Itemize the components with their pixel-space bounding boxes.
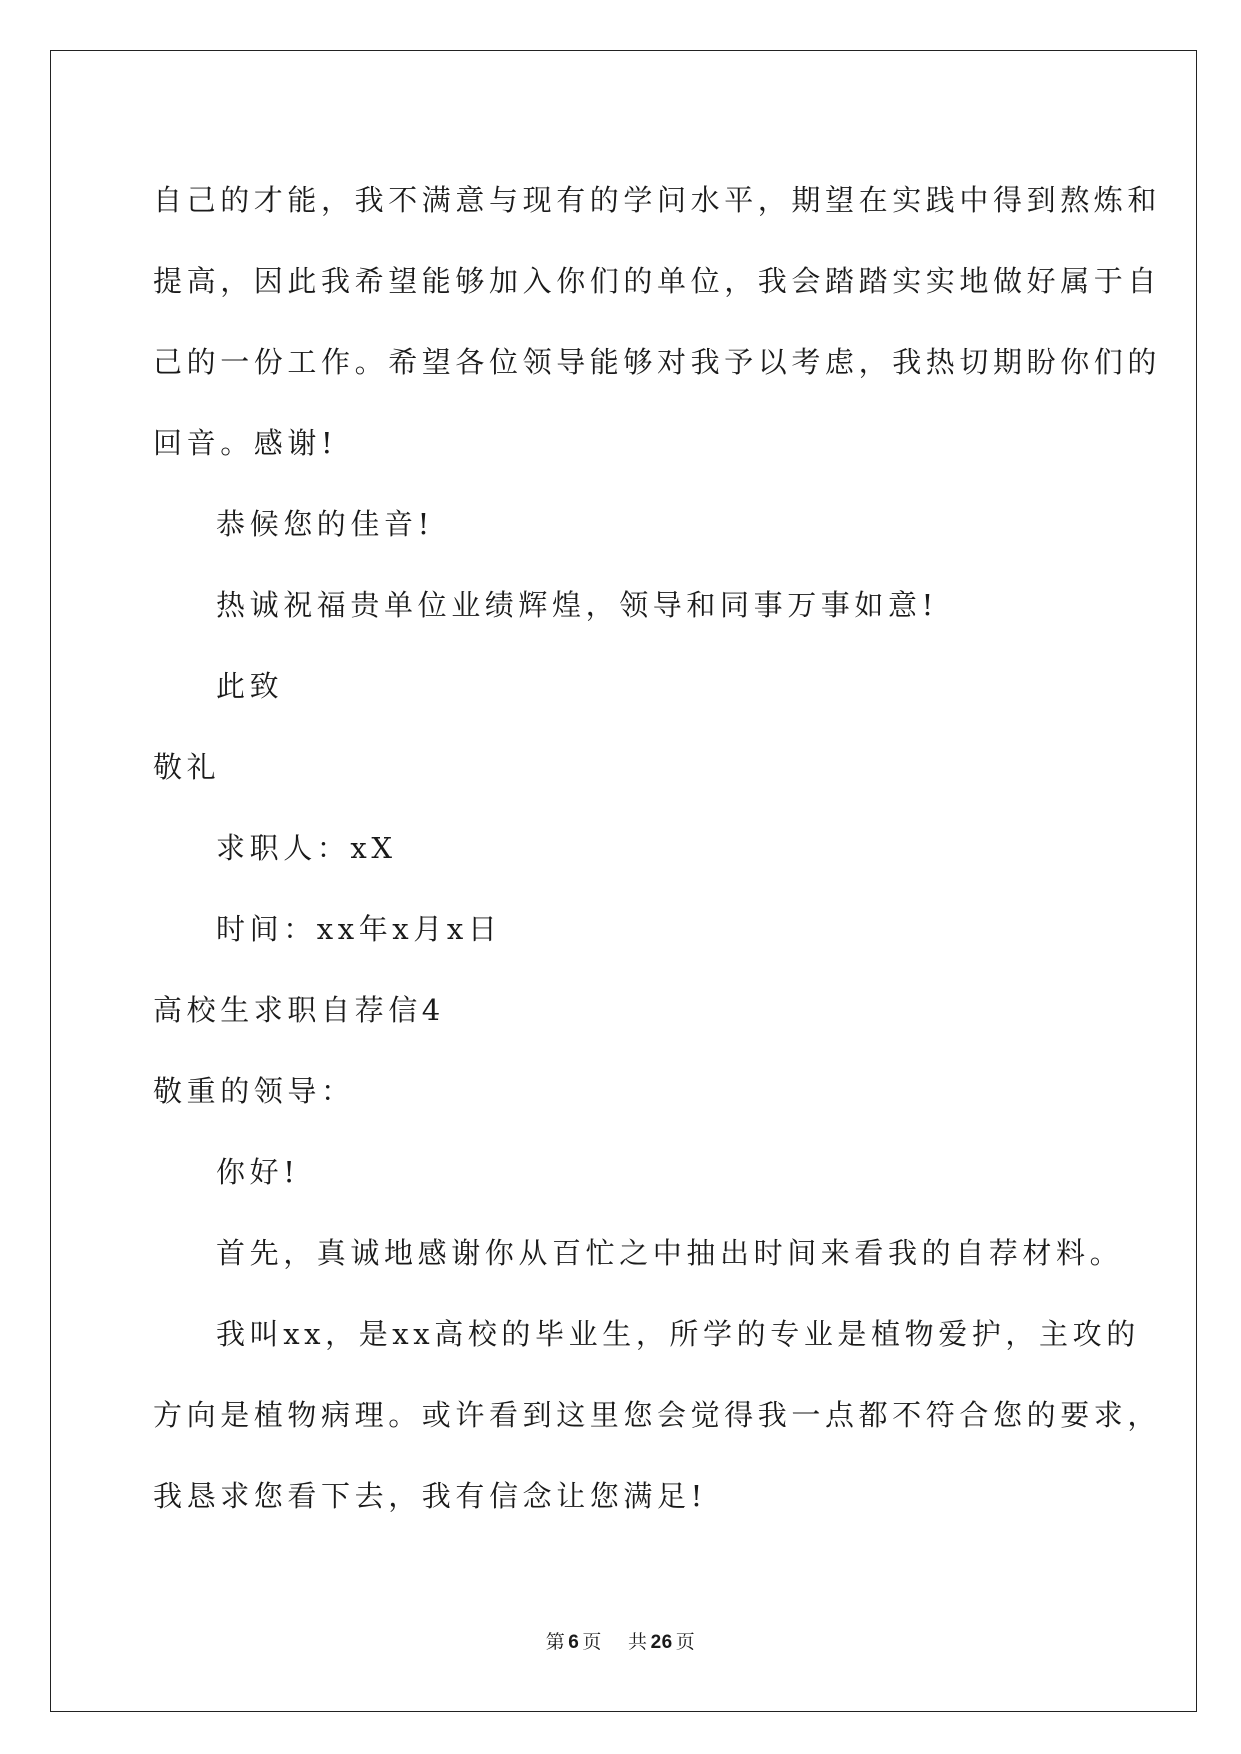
- paragraph-line: 回音。感谢!: [153, 426, 338, 460]
- greeting-recipient: 敬重的领导：: [153, 1074, 355, 1108]
- paragraph-line: 提高，因此我希望能够加入你们的单位，我会踏踏实实地做好属于自: [153, 264, 1162, 298]
- paragraph-line: 首先，真诚地感谢你从百忙之中抽出时间来看我的自荐材料。: [216, 1236, 1124, 1270]
- paragraph-line: 我恳求您看下去，我有信念让您满足!: [153, 1479, 707, 1513]
- footer-page-unit: 页: [582, 1631, 602, 1653]
- paragraph-line: 我叫xx，是xx高校的毕业生，所学的专业是植物爱护，主攻的: [216, 1317, 1140, 1351]
- greeting-hello: 你好!: [216, 1155, 300, 1189]
- paragraph-line: 方向是植物病理。或许看到这里您会觉得我一点都不符合您的要求，: [153, 1398, 1162, 1432]
- letter-date: 时间：xx年x月x日: [216, 912, 502, 946]
- salutation-jingli: 敬礼: [153, 750, 221, 784]
- letter-body: [153, 160, 1162, 1537]
- page-footer: [0, 1627, 1241, 1654]
- closing-wish-line: 热诚祝福贵单位业绩辉煌，领导和同事万事如意!: [216, 588, 938, 622]
- footer-total-unit: 页: [675, 1631, 696, 1653]
- salutation-zhizhi: 此致: [216, 669, 284, 703]
- paragraph-line: 己的一份工作。希望各位领导能够对我予以考虑，我热切期盼你们的: [153, 345, 1162, 379]
- applicant-name: 求职人：xX: [216, 831, 397, 865]
- total-pages: 26: [650, 1632, 673, 1653]
- page-number: 6: [568, 1632, 580, 1653]
- section-title: 高校生求职自荐信4: [153, 993, 445, 1027]
- closing-wait-line: 恭候您的佳音!: [216, 507, 434, 541]
- footer-prefix: 第: [545, 1631, 566, 1653]
- footer-total-prefix: 共: [628, 1631, 648, 1653]
- paragraph-line: 自己的才能，我不满意与现有的学问水平，期望在实践中得到熬炼和: [153, 183, 1162, 217]
